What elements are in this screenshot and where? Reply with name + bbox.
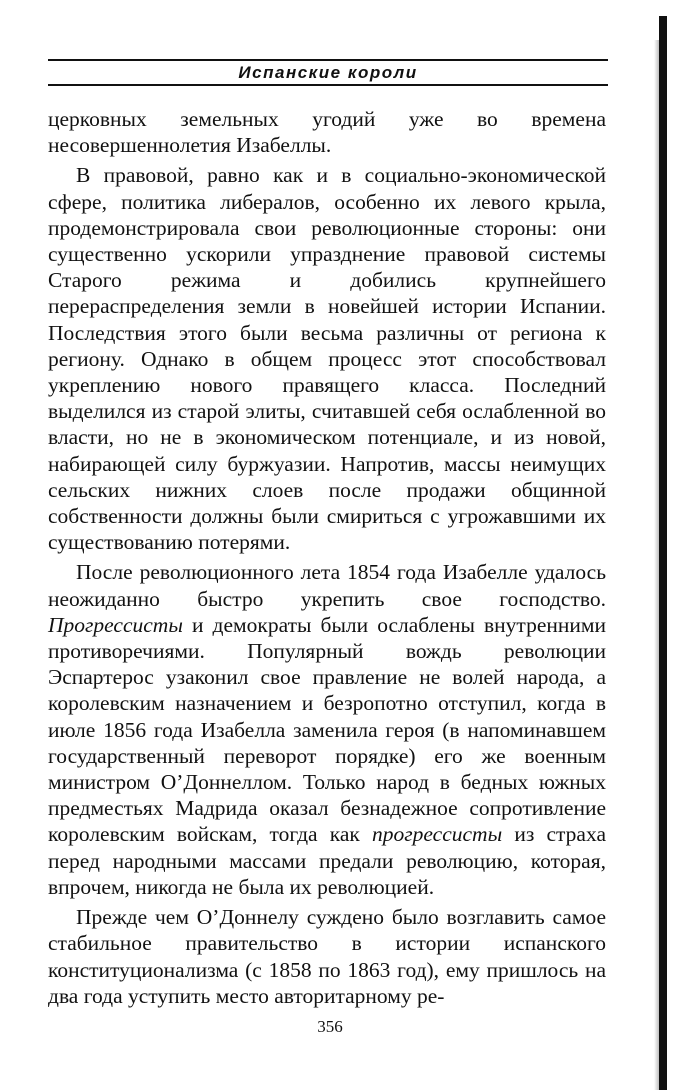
header-rule-bottom [48, 84, 608, 86]
paragraph-3-italic-term-2: прогрессисты [372, 822, 503, 847]
page-edge-binding [659, 16, 667, 1090]
header-rule-top [48, 59, 608, 61]
paragraph-3-part-c: и демократы были ослаблены внутренними противоречиями. Популярный вождь революции Эспартерос узаконил свое правление не волей народа, а королевским назначением и безропотно отступил, когда в июле 1856 года Изабелла заменила героя (в напоминавшем государственный переворот порядке) его же военным министром О’Доннеллом. Только народ в бедных южных предместьях Мадрида оказал безнадежное сопротивление королевским войскам, тогда как [48, 612, 606, 847]
paragraph-2: В правовой, равно как и в социально-экономической сфере, политика либералов, особенно их левого крыла, продемонстрировала свои революционные стороны: они существенно ускорили упразднение правовой системы Старого режима и добились крупнейшего перераспределения земли в новейшей истории Испании. Последствия этого были весьма различны от региона к региону. Однако в общем процесс этот способствовал укреплению нового правящего класса. Последний выделился из старой элиты, считавшей себя ослабленной во власти, но не в экономическом потенциале, и из новой, набирающей силу буржуазии. Напротив, массы неимущих сельских нижних слоев после продажи общинной собственности должны были смириться с угрожавшими их существованию потерями. [48, 163, 606, 555]
body-text [48, 106, 606, 1009]
running-title: Испанские короли [238, 63, 418, 82]
page-number: 356 [317, 1017, 343, 1036]
paragraph-4: Прежде чем О’Доннелу суждено было возглавить самое стабильное правительство в истории испанского конституционализма (с 1858 по 1863 год), ему пришлось на два года уступить место авторитарному ре- [48, 905, 606, 1008]
paragraph-3-italic-term-1: Прогрессисты [48, 612, 183, 637]
running-header [48, 56, 608, 86]
paragraph-3-part-a: После революционного лета 1854 года Изабелле удалось неожиданно быстро укрепить свое господство. [48, 560, 606, 611]
paragraph-1: церковных земельных угодий уже во времена несовершеннолетия Изабеллы. [48, 107, 606, 158]
paragraph-3-part-e: из страха перед народными массами предали революцию, которая, впрочем, никогда не была их революцией. [48, 822, 606, 899]
paragraph-3 [48, 559, 606, 900]
